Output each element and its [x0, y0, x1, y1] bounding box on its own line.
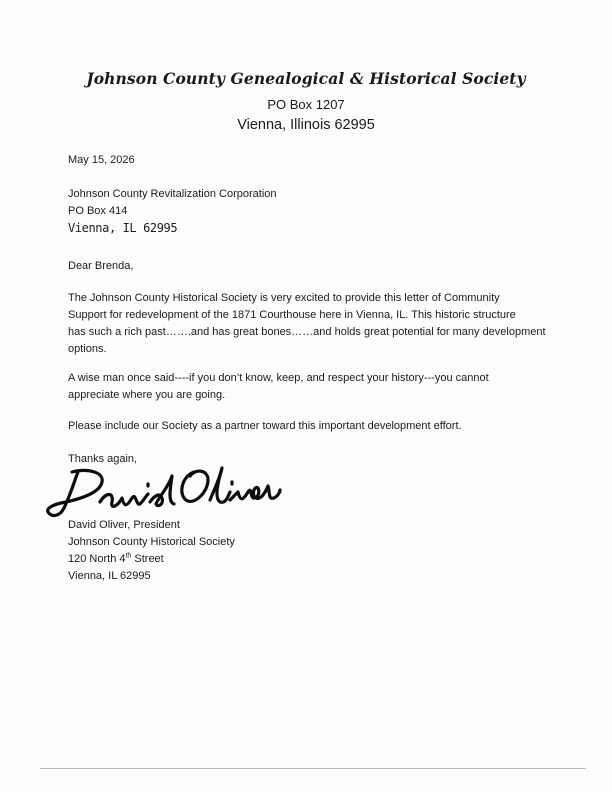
paragraph-1-line: has such a rich past…….and has great bones……and holds great potential for many development [68, 326, 546, 338]
street-number: 120 North 4 [68, 553, 126, 565]
paragraph-1-line: options. [68, 343, 107, 355]
signature-block [68, 517, 235, 585]
street-name: Street [131, 553, 164, 565]
signer-street [68, 551, 235, 568]
footer-rule [40, 768, 586, 769]
paragraph-2-line: A wise man once said----if you don’t know, keep, and respect your history---you cannot [68, 372, 489, 384]
body-paragraph-2 [68, 370, 548, 404]
signer-name-title: David Oliver, President [68, 519, 180, 531]
recipient-po-box: PO Box 414 [68, 205, 128, 217]
body-paragraph-1 [68, 290, 548, 358]
paragraph-1-line: Support for redevelopment of the 1871 Courthouse here in Vienna, IL. This historic structure [68, 309, 516, 321]
street-ordinal-suffix: th [125, 552, 132, 560]
handwritten-signature [44, 458, 284, 522]
body-paragraph-3: Please include our Society as a partner toward this important development effort. [68, 420, 462, 432]
paragraph-2-line: appreciate where you are going. [68, 389, 226, 401]
recipient-address [68, 186, 277, 237]
letterhead-city: Vienna, Illinois 62995 [237, 117, 375, 133]
closing: Thanks again, [68, 453, 138, 465]
signer-organization: Johnson County Historical Society [68, 536, 235, 548]
letterhead-organization: Johnson County Genealogical & Historical Society [86, 69, 526, 88]
recipient-name: Johnson County Revitalization Corporation [68, 188, 277, 200]
recipient-city: Vienna, IL 62995 [68, 221, 178, 235]
signer-city: Vienna, IL 62995 [68, 570, 151, 582]
letterhead-po-box: PO Box 1207 [267, 97, 345, 112]
salutation: Dear Brenda, [68, 260, 134, 272]
letter-date: May 15, 2026 [68, 154, 135, 166]
paragraph-1-line: The Johnson County Historical Society is very excited to provide this letter of Community [68, 292, 500, 304]
